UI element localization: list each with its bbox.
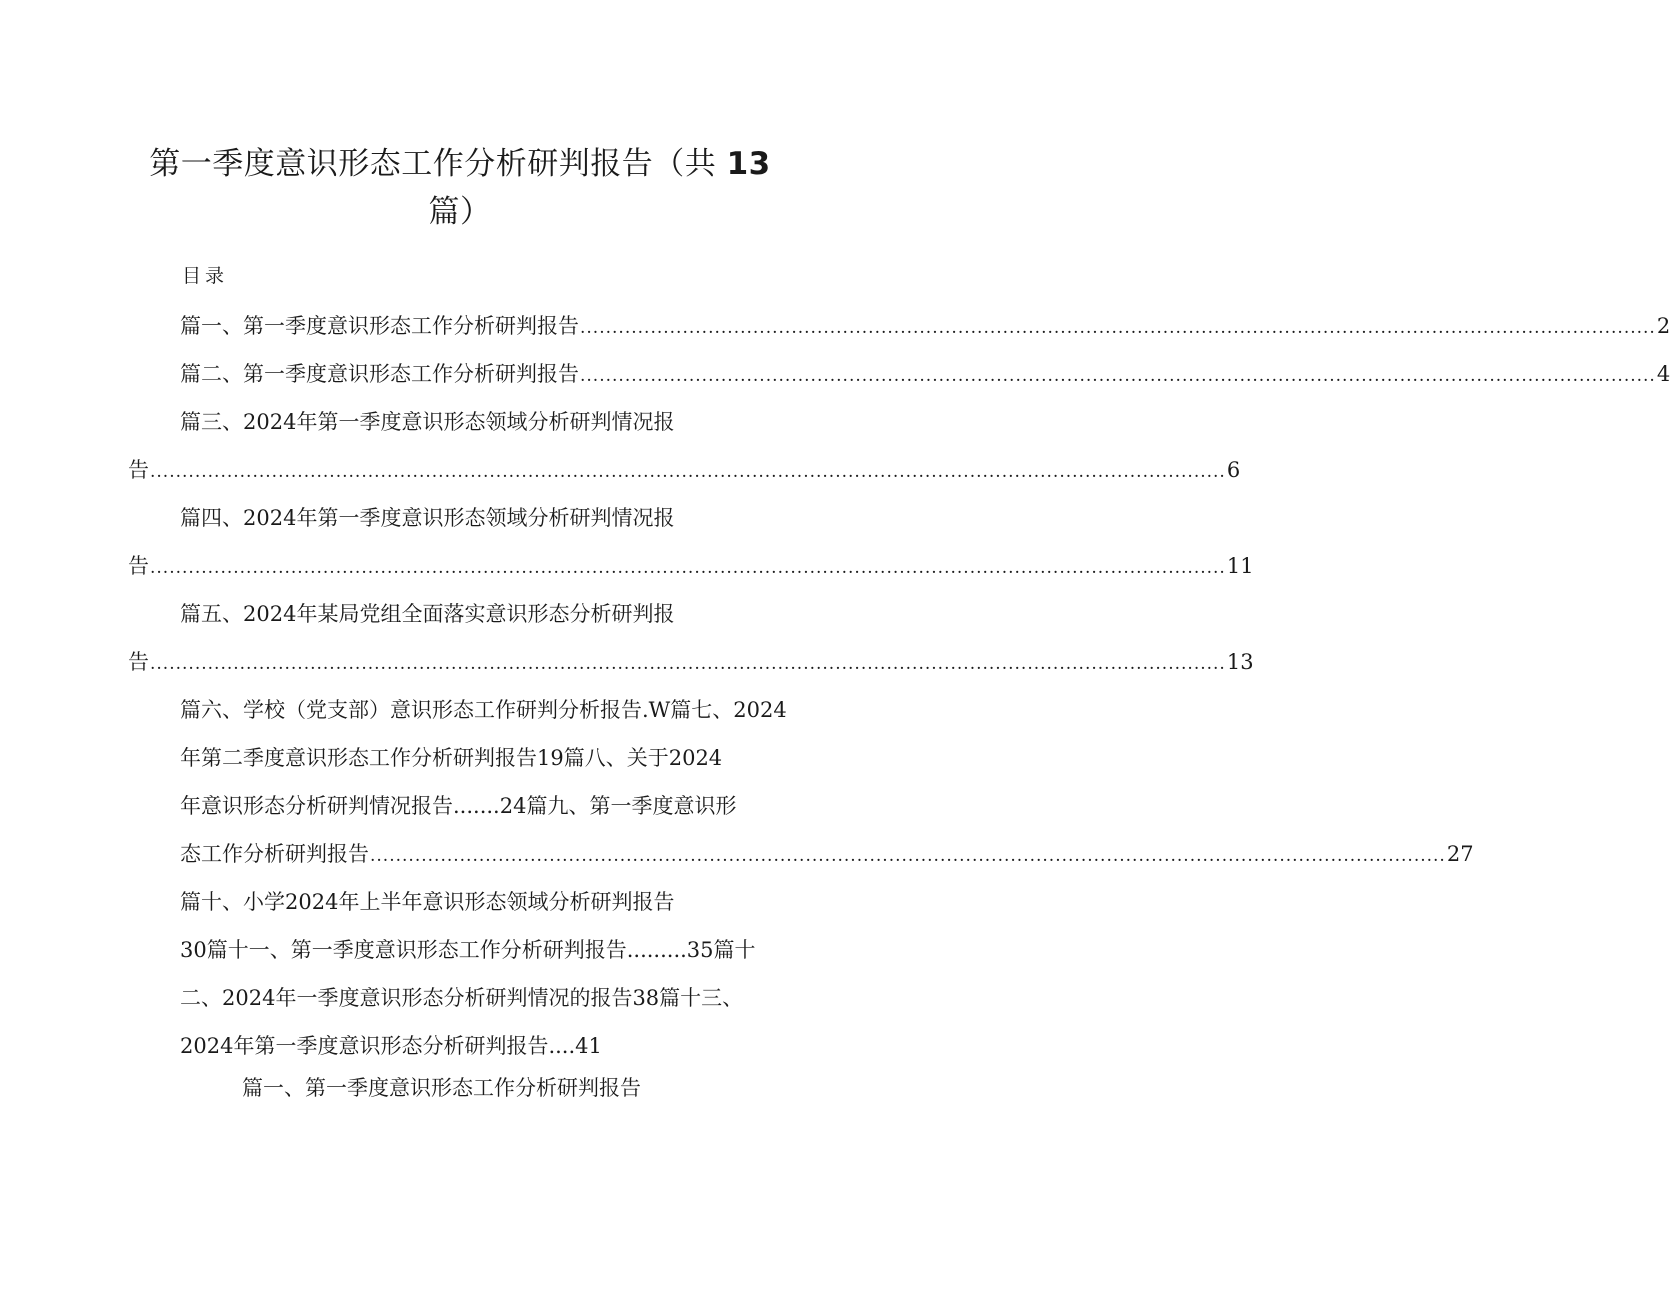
toc-entry-5-continuation[interactable] bbox=[128, 647, 1254, 679]
toc-leader-dots: ........................................................................................................................................................................ bbox=[150, 558, 1226, 578]
toc-leader-dots: ........................................................................................................................................................................ bbox=[580, 318, 1656, 338]
toc-page-number: 11 bbox=[1226, 554, 1254, 578]
title-text: 第一季度意识形态工作分析研判报告（共 bbox=[149, 146, 717, 182]
toc-leader-dots: ........................................................................................................................................................................ bbox=[370, 846, 1446, 866]
toc-leader-dots: ........................................................................................................................................................................ bbox=[150, 462, 1226, 482]
toc-run-line-4[interactable]: 篇十、小学2024年上半年意识形态领域分析研判报告 bbox=[180, 890, 675, 914]
toc-run-line-7[interactable]: 2024年第一季度意识形态分析研判报告....41 bbox=[180, 1034, 602, 1058]
toc-heading: 目录 bbox=[182, 265, 229, 287]
title-count: 13 bbox=[726, 146, 771, 182]
toc-run-line-1[interactable]: 篇六、学校（党支部）意识形态工作研判分析报告.W篇七、2024 bbox=[180, 698, 787, 722]
toc-entry-1[interactable] bbox=[180, 311, 1670, 343]
toc-run-line-6[interactable]: 二、2024年一季度意识形态分析研判情况的报告38篇十三、 bbox=[180, 986, 744, 1010]
toc-entry-3-continuation[interactable] bbox=[128, 455, 1241, 487]
toc-page-number: 2 bbox=[1656, 314, 1670, 338]
toc-entry-text: 篇一、第一季度意识形态工作分析研判报告 bbox=[180, 314, 579, 338]
document-title-line-1 bbox=[110, 142, 810, 186]
toc-leader-dots: ........................................................................................................................................................................ bbox=[580, 366, 1656, 386]
toc-entry-4-text[interactable]: 篇四、2024年第一季度意识形态领域分析研判情况报 bbox=[180, 506, 675, 530]
toc-entry-text: 告 bbox=[128, 458, 149, 482]
toc-entry-3-text[interactable]: 篇三、2024年第一季度意识形态领域分析研判情况报 bbox=[180, 410, 675, 434]
toc-run-line-2[interactable]: 年第二季度意识形态工作分析研判报告19篇八、关于2024 bbox=[180, 746, 723, 770]
document-title-line-2: 篇） bbox=[428, 194, 492, 230]
toc-page-number: 4 bbox=[1656, 362, 1670, 386]
toc-page-number: 6 bbox=[1226, 458, 1241, 482]
toc-run-line-3[interactable]: 年意识形态分析研判情况报告.......24篇九、第一季度意识形 bbox=[180, 794, 737, 818]
toc-entry-text: 篇二、第一季度意识形态工作分析研判报告 bbox=[180, 362, 579, 386]
toc-entry-text: 告 bbox=[128, 554, 149, 578]
toc-page-number: 27 bbox=[1446, 842, 1474, 866]
toc-leader-dots: ........................................................................................................................................................................ bbox=[150, 654, 1226, 674]
toc-page-number: 13 bbox=[1226, 650, 1254, 674]
toc-run-line-5[interactable]: 30篇十一、第一季度意识形态工作分析研判报告.........35篇十 bbox=[180, 938, 756, 962]
toc-entry-4-continuation[interactable] bbox=[128, 551, 1254, 583]
toc-entry-text: 态工作分析研判报告 bbox=[180, 842, 369, 866]
section-heading: 篇一、第一季度意识形态工作分析研判报告 bbox=[242, 1076, 641, 1100]
toc-entry-text: 告 bbox=[128, 650, 149, 674]
toc-entry-5-text[interactable]: 篇五、2024年某局党组全面落实意识形态分析研判报 bbox=[180, 602, 675, 626]
toc-entry-9-continuation[interactable] bbox=[180, 839, 1474, 871]
toc-entry-2[interactable] bbox=[180, 359, 1670, 391]
